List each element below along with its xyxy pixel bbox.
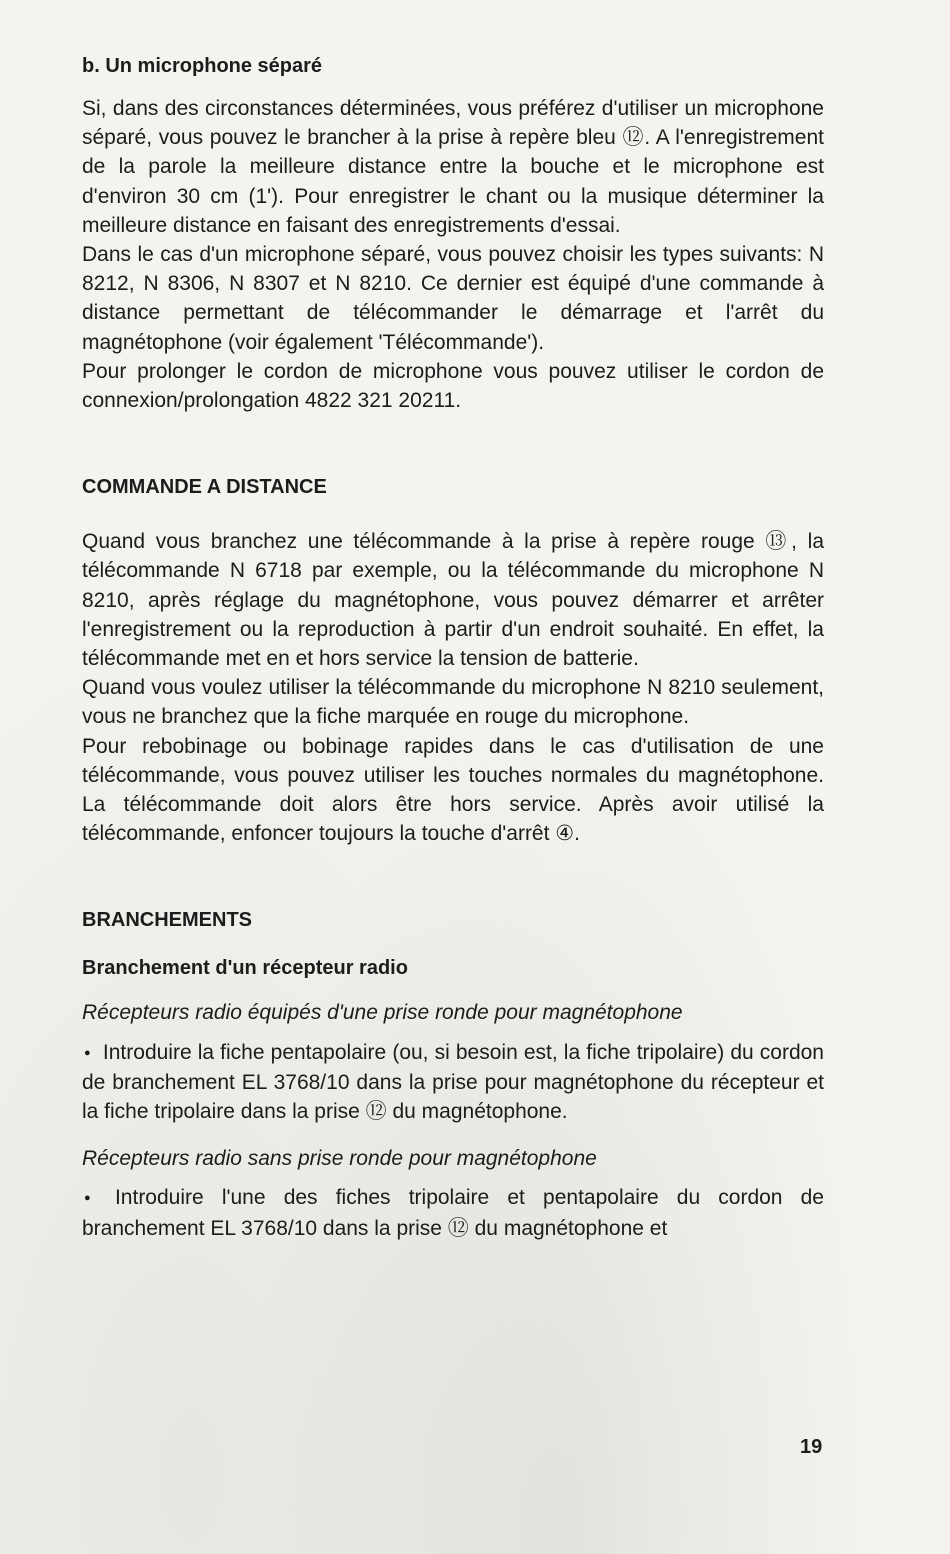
section-title-connections: BRANCHEMENTS bbox=[82, 909, 252, 932]
paragraph-remote-microphone: Quand vous voulez utiliser la télécommande du microphone N 8210 seulement, vous ne branchez que la fiche marquée en rouge du microphone. bbox=[82, 676, 824, 729]
heading-separate-microphone: b. Un microphone séparé bbox=[82, 55, 323, 77]
section-title-remote-control: COMMANDE A DISTANCE bbox=[82, 476, 327, 499]
paragraph-fast-winding: Pour rebobinage ou bobinage rapides dans le cas d'utilisation de une télécommande, vous pouvez utiliser les touches normales du magnétophone. La télécommande doit alors être hors service. Après avoir utilisé la télécommande, enfoncer toujours la touche d'arrêt ④. bbox=[82, 734, 824, 846]
italic-receivers-with-socket: Récepteurs radio équipés d'une prise ronde pour magnétophone bbox=[82, 1001, 683, 1025]
page-content bbox=[82, 52, 824, 1243]
page-number: 19 bbox=[800, 1436, 823, 1458]
bullet-instruction-with-socket: ● Introduire la fiche pentapolaire (ou, si besoin est, la fiche tripolaire) du cordon de branchement EL 3768/10 dans la prise pour magnétophone du récepteur et la fiche tripolaire dans la prise ⑫ du magnétophone. bbox=[82, 1038, 824, 1127]
paragraph-separate-mic-intro: Si, dans des circonstances déterminées, vous préférez d'utiliser un microphone séparé, vous pouvez le brancher à la prise à repère bleu ⑫. A l'enregistrement de la parole la meilleure distance entre la bouche et le microphone est d'environ 30 cm (1'). Pour enregistrer le chant ou la musique déterminer la meilleure distance en faisant des enregistrements d'essai. bbox=[82, 97, 824, 237]
paragraph-remote-control-usage: Quand vous branchez une télécommande à la prise à repère rouge ⑬, la télécommande N 6718 par exemple, ou la télécommande du microphone N 8210, après réglage du magnétophone, vous pouvez démarrer et arrêter l'enregistrement ou la reproduction à partir d'un endroit souhaité. En effet, la télécommande met en et hors service la tension de batterie. bbox=[82, 530, 824, 671]
paragraph-extension-cord: Pour prolonger le cordon de microphone vous pouvez utiliser le cordon de connexion/prolongation 4822 321 20211. bbox=[82, 359, 824, 413]
italic-receivers-without-socket: Récepteurs radio sans prise ronde pour magnétophone bbox=[82, 1147, 597, 1171]
subtitle-radio-receiver: Branchement d'un récepteur radio bbox=[82, 957, 408, 980]
bullet-instruction-without-socket: ● Introduire l'une des fiches tripolaire et pentapolaire du cordon de branchement EL 3768/10 dans la prise ⑫ du magnétophone et bbox=[82, 1183, 824, 1242]
paragraph-microphone-types: Dans le cas d'un microphone séparé, vous pouvez choisir les types suivants: N 8212, N 8306, N 8307 et N 8210. Ce dernier est équipé d'une commande à distance permettant de télécommander le démarrage et l'arrêt du magnétophone (voir également 'Télécommande'). bbox=[82, 243, 824, 354]
